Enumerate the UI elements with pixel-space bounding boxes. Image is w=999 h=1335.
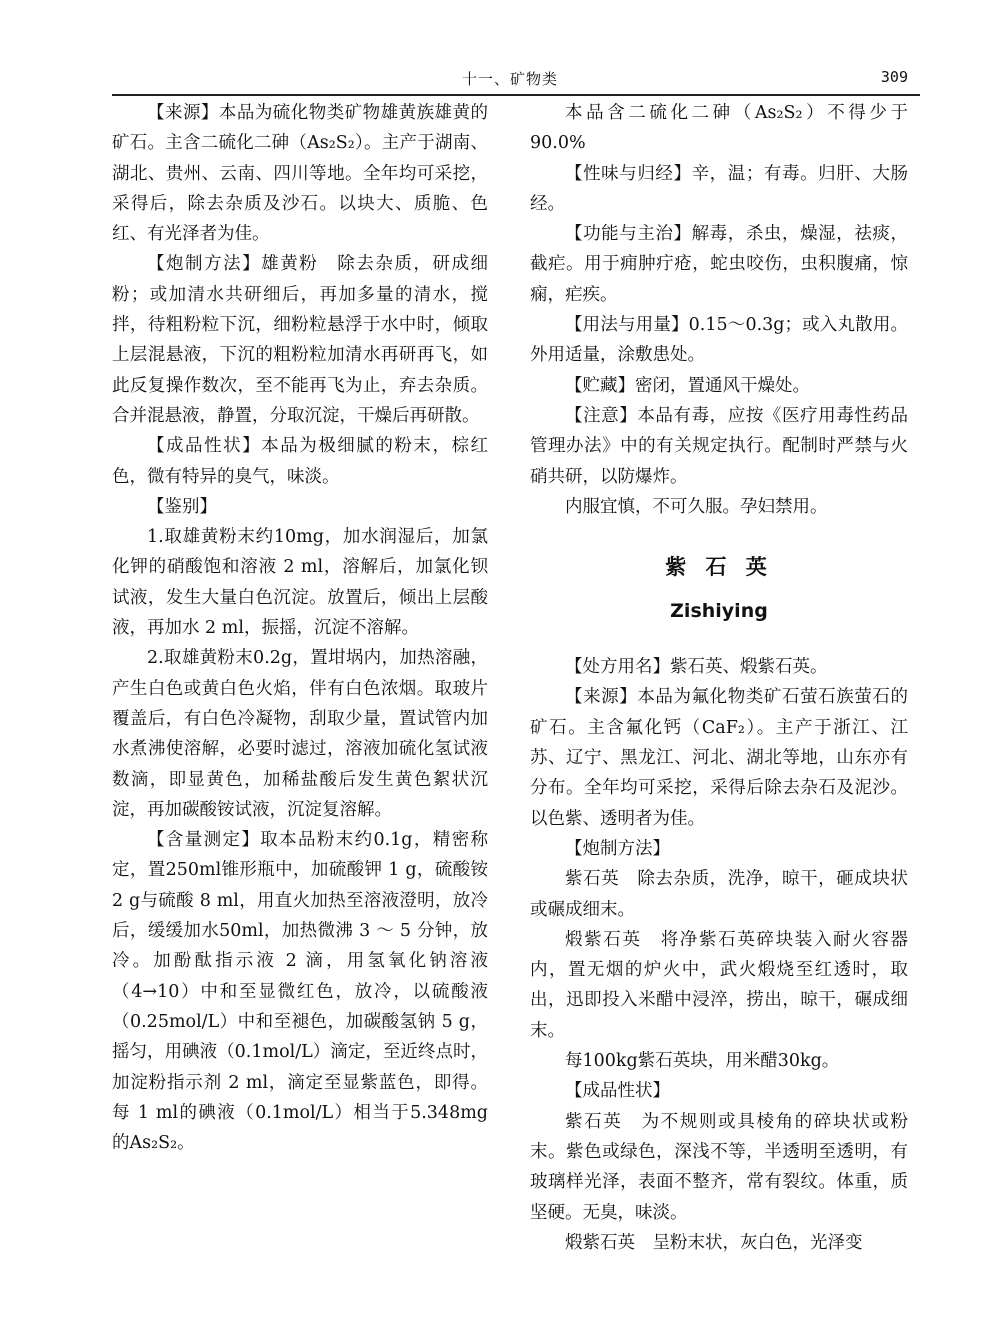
- paragraph-caution-2: 内服宜慎，不可久服。孕妇禁用。: [565, 496, 828, 517]
- paragraph-properties-heading: 【成品性状】: [565, 1081, 670, 1102]
- paragraph-processing: 【炮制方法】雄黄粉 除去杂质，研成细粉；或加清水共研细后，再加多量的清水，搅拌，待粗粉粒下沉，细粉粒悬浮于水中时，倾取上层混悬液，下沉的粗粉粒加清水再研再飞，如此反复操作数次，至不能再飞为止，弃去杂质。合并混悬液，静置，分取沉淀，干燥后再研散。: [112, 254, 488, 426]
- paragraph-identification-heading: 【鉴别】: [147, 496, 217, 517]
- paragraph-source: 【来源】本品为氟化物类矿石萤石族萤石的矿石。主含氟化钙（CaF₂）。主产于浙江、江苏、辽宁、黑龙江、河北、湖北等地，山东亦有分布。全年均可采挖，采得后除去杂石及泥沙。以色紫、透明者为佳。: [530, 687, 908, 829]
- left-column: [112, 98, 488, 1158]
- section-title: 十一、矿物类: [461, 70, 558, 88]
- entry-pinyin: Zishiying: [670, 600, 768, 623]
- right-column: [530, 98, 908, 1258]
- entry-title: 紫 石 英: [665, 555, 773, 580]
- paragraph-content-limit: 本品含二硫化二砷（As₂S₂）不得少于90.0%: [530, 103, 908, 154]
- paragraph-product-properties: 【成品性状】本品为极细腻的粉末，棕红色，微有特异的臭气，味淡。: [112, 436, 488, 487]
- paragraph-assay: 【含量测定】取本品粉末约0.1g，精密称定，置250ml锥形瓶中，加硫酸钾 1 g，硫酸铵 2 g与硫酸 8 ml，用直火加热至溶液澄明，放冷后，缓缓加水50ml，加热微沸 3 ～ 5 分钟，放冷。加酚酞指示液 2 滴，用氢氧化钠溶液（4→10）中和至显微红色，放冷，以硫酸液（0.25mol/L）中和至褪色，加碳酸氢钠 5 g，摇匀，用碘液（0.1mol/L）滴定，至近终点时，加淀粉指示剂 2 ml，滴定至显紫蓝色，即得。每 1 ml的碘液（0.1mol/L）相当于5.348mg 的As₂S₂。: [112, 830, 488, 1154]
- paragraph-identification-1: 1.取雄黄粉末约10mg，加水润湿后，加氯化钾的硝酸饱和溶液 2 ml，溶解后，加氯化钡试液，发生大量白色沉淀。放置后，倾出上层酸液，再加水 2 ml，振摇，沉淀不溶解。: [112, 527, 488, 639]
- paragraph-usage-dosage: 【用法与用量】0.15～0.3g；或入丸散用。外用适量，涂敷患处。: [530, 315, 908, 366]
- page-header: [100, 64, 920, 98]
- paragraph-processing-heading: 【炮制方法】: [565, 838, 670, 859]
- paragraph-prescription-names: 【处方用名】紫石英、煅紫石英。: [565, 657, 828, 678]
- paragraph-function-indication: 【功能与主治】解毒，杀虫，燥湿，祛痰，截疟。用于痈肿疔疮，蛇虫咬伤，虫积腹痛，惊痫，疟疾。: [530, 224, 908, 305]
- page-number: 309: [880, 68, 908, 86]
- paragraph-processing-calcined: 煅紫石英 将净紫石英碎块装入耐火容器内，置无烟的炉火中，武火煅烧至红透时，取出，迅即投入米醋中浸淬，捞出，晾干，碾成细末。: [530, 929, 908, 1041]
- paragraph-identification-2: 2.取雄黄粉末0.2g，置坩埚内，加热溶融，产生白色或黄白色火焰，伴有白色浓烟。取玻片覆盖后，有白色冷凝物，刮取少量，置试管内加水煮沸使溶解，必要时滤过，溶液加硫化氢试液数滴，即显黄色，加稀盐酸后发生黄色絮状沉淀，再加碳酸铵试液，沉淀复溶解。: [112, 648, 488, 820]
- paragraph-source: 【来源】本品为硫化物类矿物雄黄族雄黄的矿石。主含二硫化二砷（As₂S₂）。主产于湖南、湖北、贵州、云南、四川等地。全年均可采挖，采得后，除去杂质及沙石。以块大、质脆、色红、有光泽者为佳。: [112, 103, 488, 245]
- paragraph-nature-meridian: 【性味与归经】辛，温；有毒。归肝、大肠经。: [530, 163, 908, 214]
- header-rule: [112, 94, 920, 96]
- paragraph-properties-raw: 紫石英 为不规则或具棱角的碎块状或粉末。紫色或绿色，深浅不等，半透明至透明，有玻璃样光泽，表面不整齐，常有裂纹。体重，质坚硬。无臭，味淡。: [530, 1111, 908, 1223]
- paragraph-vinegar-ratio: 每100kg紫石英块，用米醋30kg。: [565, 1051, 840, 1072]
- paragraph-storage: 【贮藏】密闭，置通风干燥处。: [565, 375, 810, 396]
- paragraph-processing-raw: 紫石英 除去杂质，洗净，晾干，砸成块状或碾成细末。: [530, 869, 908, 920]
- paragraph-properties-calcined: 煅紫石英 呈粉末状，灰白色，光泽变: [565, 1232, 863, 1253]
- paragraph-caution: 【注意】本品有毒，应按《医疗用毒性药品管理办法》中的有关规定执行。配制时严禁与火硝共研，以防爆炸。: [530, 405, 908, 487]
